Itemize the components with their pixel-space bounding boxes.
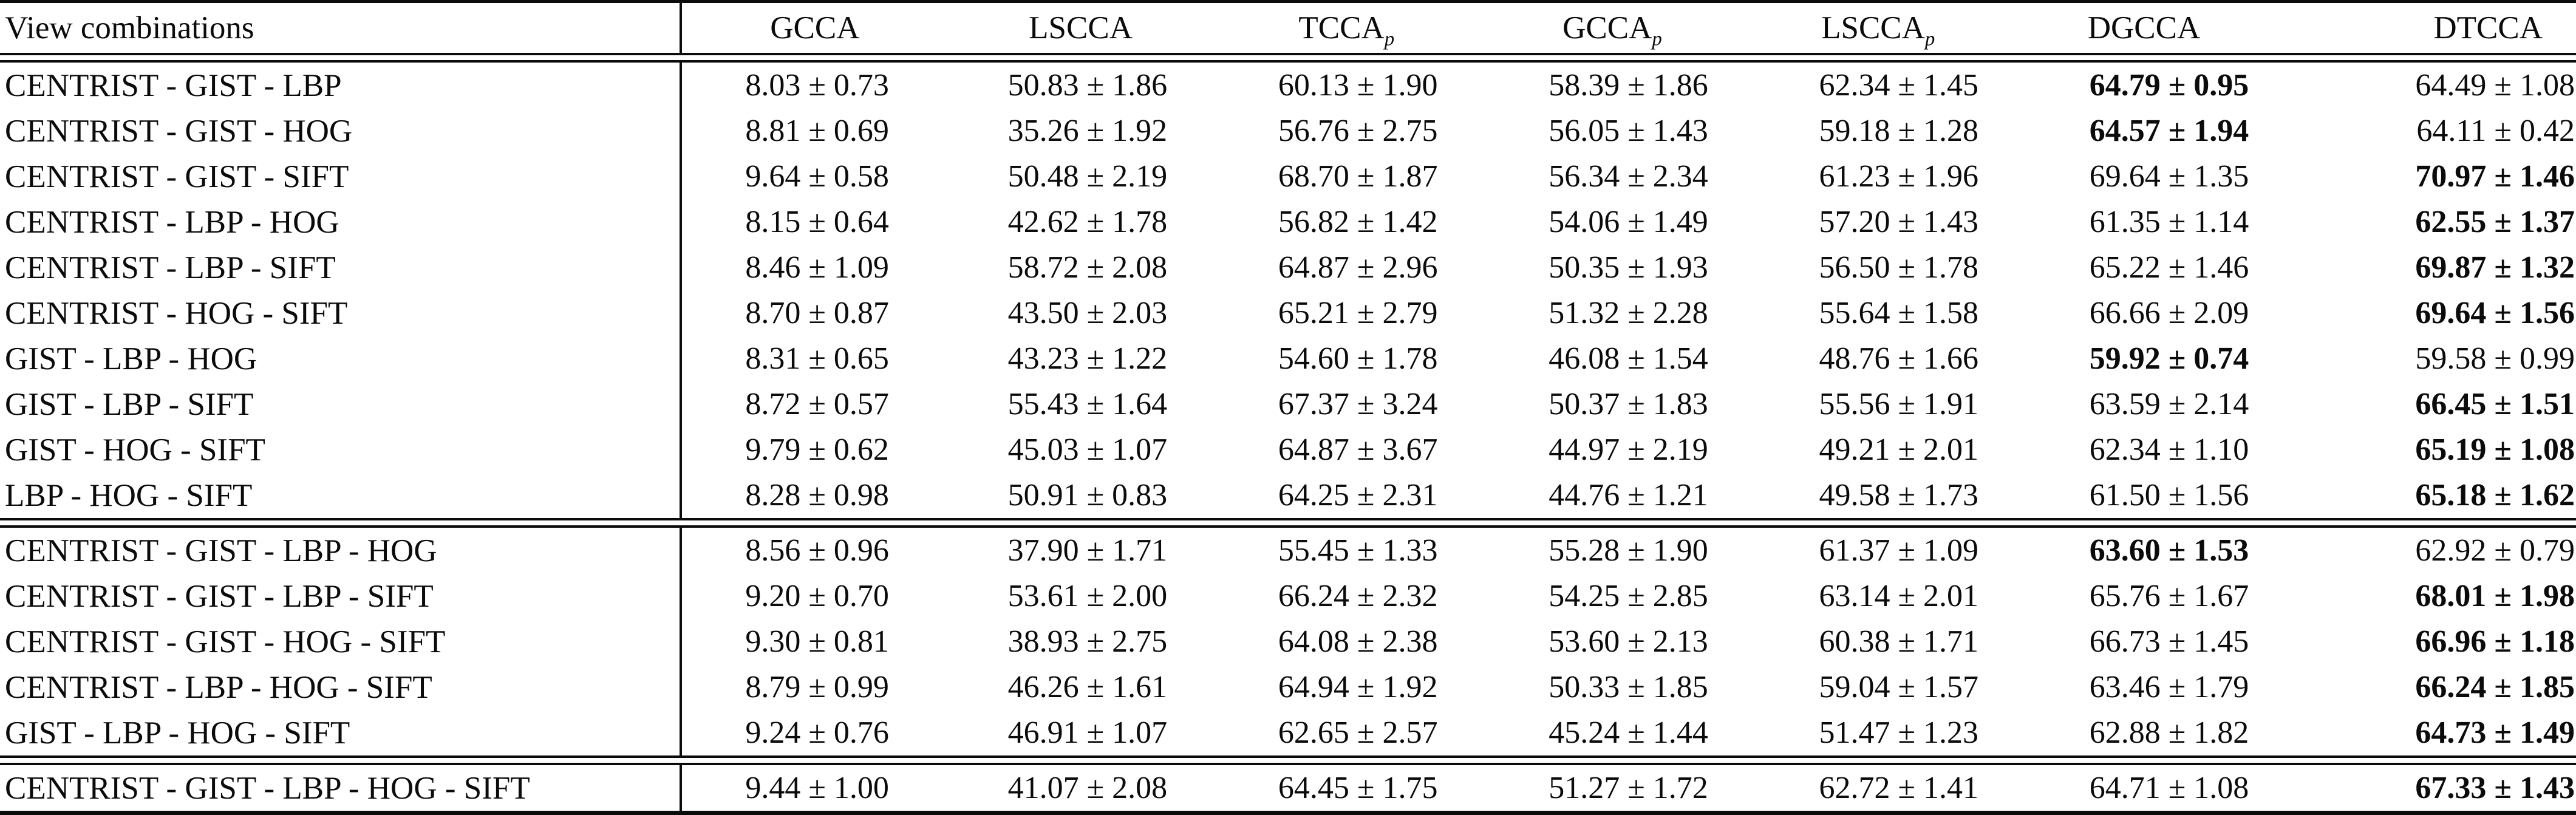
column-header-lscca-p — [1745, 10, 2011, 50]
value-cell: 63.14 ± 2.01 — [1819, 579, 1979, 613]
value-cell: 55.45 ± 1.33 — [1278, 533, 1438, 568]
table-row — [0, 427, 2576, 472]
value-cell: 37.90 ± 1.71 — [1007, 533, 1168, 568]
value-cell: 53.60 ± 2.13 — [1549, 624, 1708, 659]
value-cell: 59.58 ± 0.99 — [2415, 341, 2575, 376]
value-cell: 48.76 ± 1.66 — [1819, 341, 1979, 376]
value-cell: 64.73 ± 1.49 — [2415, 715, 2575, 750]
header-separator-rule — [0, 53, 2576, 63]
value-cell: 63.60 ± 1.53 — [2089, 533, 2249, 568]
value-cell: 64.87 ± 3.67 — [1278, 432, 1438, 467]
value-cell: 8.70 ± 0.87 — [745, 296, 889, 330]
column-header-label: GCCA — [1562, 10, 1652, 46]
value-cell: 69.64 ± 1.56 — [2415, 296, 2575, 330]
value-cell: 9.64 ± 0.58 — [745, 159, 889, 194]
value-cell: 64.94 ± 1.92 — [1278, 670, 1438, 704]
value-cell: 64.45 ± 1.75 — [1278, 771, 1438, 805]
column-header-label: LSCCA — [1029, 10, 1133, 46]
table-row — [0, 619, 2576, 664]
column-header-subscript: p — [1652, 28, 1662, 50]
value-cell: 62.65 ± 2.57 — [1278, 715, 1438, 750]
value-cell: 69.87 ± 1.32 — [2415, 250, 2575, 285]
value-cell: 61.35 ± 1.14 — [2089, 205, 2249, 239]
table-row — [0, 710, 2576, 755]
value-cell: 68.01 ± 1.98 — [2415, 579, 2575, 613]
column-header-dtcca — [2277, 10, 2576, 46]
value-cell: 54.60 ± 1.78 — [1278, 341, 1438, 376]
value-cell: 8.31 ± 0.65 — [745, 341, 889, 376]
value-cell: 67.33 ± 1.43 — [2415, 771, 2575, 805]
value-cell: 65.22 ± 1.46 — [2089, 250, 2249, 285]
column-header-label: TCCA — [1298, 10, 1385, 46]
value-cell: 55.56 ± 1.91 — [1819, 387, 1979, 421]
value-cell: 57.20 ± 1.43 — [1819, 205, 1979, 239]
value-cell: 54.25 ± 2.85 — [1549, 579, 1708, 613]
column-header-label: DGCCA — [2087, 10, 2201, 46]
value-cell: 38.93 ± 2.75 — [1007, 624, 1168, 659]
value-cell: 63.59 ± 2.14 — [2089, 387, 2249, 421]
table-row — [0, 199, 2576, 245]
row-label: CENTRIST - LBP - SIFT — [0, 245, 682, 290]
table-section-five-views — [0, 765, 2576, 811]
value-cell: 41.07 ± 2.08 — [1007, 771, 1168, 805]
table-row — [0, 245, 2576, 290]
value-cell: 50.37 ± 1.83 — [1549, 387, 1708, 421]
section-separator-rule — [0, 755, 2576, 765]
value-cell: 64.25 ± 2.31 — [1278, 478, 1438, 513]
value-cell: 65.76 ± 1.67 — [2089, 579, 2249, 613]
value-cell: 56.05 ± 1.43 — [1549, 114, 1708, 148]
value-cell: 43.50 ± 2.03 — [1007, 296, 1168, 330]
value-cell: 61.50 ± 1.56 — [2089, 478, 2249, 513]
section-separator-rule — [0, 518, 2576, 528]
value-cell: 50.33 ± 1.85 — [1549, 670, 1708, 704]
value-cell: 59.92 ± 0.74 — [2089, 341, 2249, 376]
value-cell: 9.44 ± 1.00 — [745, 771, 889, 805]
column-header-dgcca — [2011, 10, 2277, 46]
value-cell: 68.70 ± 1.87 — [1278, 159, 1438, 194]
row-label: CENTRIST - GIST - HOG - SIFT — [0, 619, 682, 664]
value-cell: 64.87 ± 2.96 — [1278, 250, 1438, 285]
value-cell: 64.08 ± 2.38 — [1278, 624, 1438, 659]
table-row — [0, 63, 2576, 108]
table-row — [0, 472, 2576, 518]
table-row — [0, 108, 2576, 154]
row-label: GIST - LBP - HOG — [0, 336, 682, 381]
value-cell: 35.26 ± 1.92 — [1007, 114, 1168, 148]
value-cell: 62.92 ± 0.79 — [2415, 533, 2575, 568]
value-cell: 50.35 ± 1.93 — [1549, 250, 1708, 285]
table-row — [0, 573, 2576, 619]
value-cell: 56.34 ± 2.34 — [1549, 159, 1708, 194]
table-section-four-views — [0, 528, 2576, 755]
value-cell: 54.06 ± 1.49 — [1549, 205, 1708, 239]
row-label: CENTRIST - GIST - LBP - HOG - SIFT — [0, 765, 682, 811]
value-cell: 60.38 ± 1.71 — [1819, 624, 1979, 659]
value-cell: 61.37 ± 1.09 — [1819, 533, 1979, 568]
value-cell: 55.64 ± 1.58 — [1819, 296, 1979, 330]
value-cell: 56.82 ± 1.42 — [1278, 205, 1438, 239]
value-cell: 45.03 ± 1.07 — [1007, 432, 1168, 467]
row-label: LBP - HOG - SIFT — [0, 472, 682, 518]
value-cell: 50.48 ± 2.19 — [1007, 159, 1168, 194]
value-cell: 9.30 ± 0.81 — [745, 624, 889, 659]
value-cell: 44.76 ± 1.21 — [1549, 478, 1708, 513]
value-cell: 43.23 ± 1.22 — [1007, 341, 1168, 376]
value-cell: 66.24 ± 1.85 — [2415, 670, 2575, 704]
value-cell: 51.32 ± 2.28 — [1549, 296, 1708, 330]
value-cell: 8.28 ± 0.98 — [745, 478, 889, 513]
value-cell: 65.19 ± 1.08 — [2415, 432, 2575, 467]
column-header-gcca-p — [1479, 10, 1745, 50]
value-cell: 62.34 ± 1.45 — [1819, 68, 1979, 103]
header-view-combinations: View combinations — [0, 3, 682, 53]
row-label: CENTRIST - GIST - LBP - SIFT — [0, 573, 682, 619]
table-row — [0, 381, 2576, 427]
row-label: CENTRIST - GIST - SIFT — [0, 154, 682, 199]
row-label: GIST - LBP - SIFT — [0, 381, 682, 427]
row-label: CENTRIST - GIST - LBP - HOG — [0, 528, 682, 573]
value-cell: 8.81 ± 0.69 — [745, 114, 889, 148]
value-cell: 51.27 ± 1.72 — [1549, 771, 1708, 805]
value-cell: 64.49 ± 1.08 — [2415, 68, 2575, 103]
value-cell: 55.28 ± 1.90 — [1549, 533, 1708, 568]
column-header-subscript: p — [1924, 28, 1935, 50]
table-section-three-views — [0, 63, 2576, 518]
value-cell: 42.62 ± 1.78 — [1007, 205, 1168, 239]
table-row — [0, 290, 2576, 336]
value-cell: 66.96 ± 1.18 — [2415, 624, 2575, 659]
value-cell: 62.55 ± 1.37 — [2415, 205, 2575, 239]
value-cell: 49.21 ± 2.01 — [1819, 432, 1979, 467]
value-cell: 69.64 ± 1.35 — [2089, 159, 2249, 194]
value-cell: 65.18 ± 1.62 — [2415, 478, 2575, 513]
column-header-subscript: p — [1384, 28, 1395, 50]
value-cell: 61.23 ± 1.96 — [1819, 159, 1979, 194]
value-cell: 56.76 ± 2.75 — [1278, 114, 1438, 148]
row-label: CENTRIST - LBP - HOG - SIFT — [0, 664, 682, 710]
value-cell: 8.79 ± 0.99 — [745, 670, 889, 704]
value-cell: 66.73 ± 1.45 — [2089, 624, 2249, 659]
value-cell: 50.83 ± 1.86 — [1007, 68, 1168, 103]
column-header-lscca — [948, 10, 1214, 46]
value-cell: 58.39 ± 1.86 — [1549, 68, 1708, 103]
value-cell: 59.18 ± 1.28 — [1819, 114, 1979, 148]
value-cell: 8.46 ± 1.09 — [745, 250, 889, 285]
table-row — [0, 528, 2576, 573]
value-cell: 45.24 ± 1.44 — [1549, 715, 1708, 750]
value-cell: 9.20 ± 0.70 — [745, 579, 889, 613]
table-row — [0, 664, 2576, 710]
row-label: CENTRIST - GIST - LBP — [0, 63, 682, 108]
value-cell: 64.11 ± 0.42 — [2416, 114, 2575, 148]
value-cell: 66.24 ± 2.32 — [1278, 579, 1438, 613]
row-label: CENTRIST - LBP - HOG — [0, 199, 682, 245]
value-cell: 56.50 ± 1.78 — [1819, 250, 1979, 285]
value-cell: 55.43 ± 1.64 — [1007, 387, 1168, 421]
value-cell: 66.45 ± 1.51 — [2415, 387, 2575, 421]
value-cell: 59.04 ± 1.57 — [1819, 670, 1979, 704]
table-header-row — [0, 3, 2576, 53]
value-cell: 63.46 ± 1.79 — [2089, 670, 2249, 704]
value-cell: 8.72 ± 0.57 — [745, 387, 889, 421]
value-cell: 50.91 ± 0.83 — [1007, 478, 1168, 513]
value-cell: 62.34 ± 1.10 — [2089, 432, 2249, 467]
value-cell: 58.72 ± 2.08 — [1007, 250, 1168, 285]
value-cell: 64.79 ± 0.95 — [2089, 68, 2249, 103]
value-cell: 46.26 ± 1.61 — [1007, 670, 1168, 704]
value-cell: 9.79 ± 0.62 — [745, 432, 889, 467]
value-cell: 70.97 ± 1.46 — [2415, 159, 2575, 194]
row-label: GIST - LBP - HOG - SIFT — [0, 710, 682, 755]
value-cell: 67.37 ± 3.24 — [1278, 387, 1438, 421]
value-cell: 53.61 ± 2.00 — [1007, 579, 1168, 613]
value-cell: 64.57 ± 1.94 — [2089, 114, 2249, 148]
value-cell: 64.71 ± 1.08 — [2089, 771, 2249, 805]
value-cell: 8.15 ± 0.64 — [745, 205, 889, 239]
row-label: GIST - HOG - SIFT — [0, 427, 682, 472]
value-cell: 66.66 ± 2.09 — [2089, 296, 2249, 330]
value-cell: 44.97 ± 2.19 — [1549, 432, 1708, 467]
row-label: CENTRIST - GIST - HOG — [0, 108, 682, 154]
value-cell: 46.91 ± 1.07 — [1007, 715, 1168, 750]
value-cell: 46.08 ± 1.54 — [1549, 341, 1708, 376]
table-row — [0, 765, 2576, 811]
value-cell: 49.58 ± 1.73 — [1819, 478, 1979, 513]
value-cell: 8.56 ± 0.96 — [745, 533, 889, 568]
table-row — [0, 154, 2576, 199]
value-cell: 51.47 ± 1.23 — [1819, 715, 1979, 750]
value-cell: 9.24 ± 0.76 — [745, 715, 889, 750]
table-row — [0, 336, 2576, 381]
column-header-label: DTCCA — [2433, 10, 2543, 46]
column-header-label: GCCA — [770, 10, 860, 46]
value-cell: 62.88 ± 1.82 — [2089, 715, 2249, 750]
value-cell: 60.13 ± 1.90 — [1278, 68, 1438, 103]
value-cell: 62.72 ± 1.41 — [1819, 771, 1979, 805]
column-header-gcca — [682, 10, 948, 46]
row-label: CENTRIST - HOG - SIFT — [0, 290, 682, 336]
column-header-tcca-p — [1213, 10, 1479, 50]
column-header-label: LSCCA — [1821, 10, 1925, 46]
value-cell: 65.21 ± 2.79 — [1278, 296, 1438, 330]
value-cell: 8.03 ± 0.73 — [745, 68, 889, 103]
